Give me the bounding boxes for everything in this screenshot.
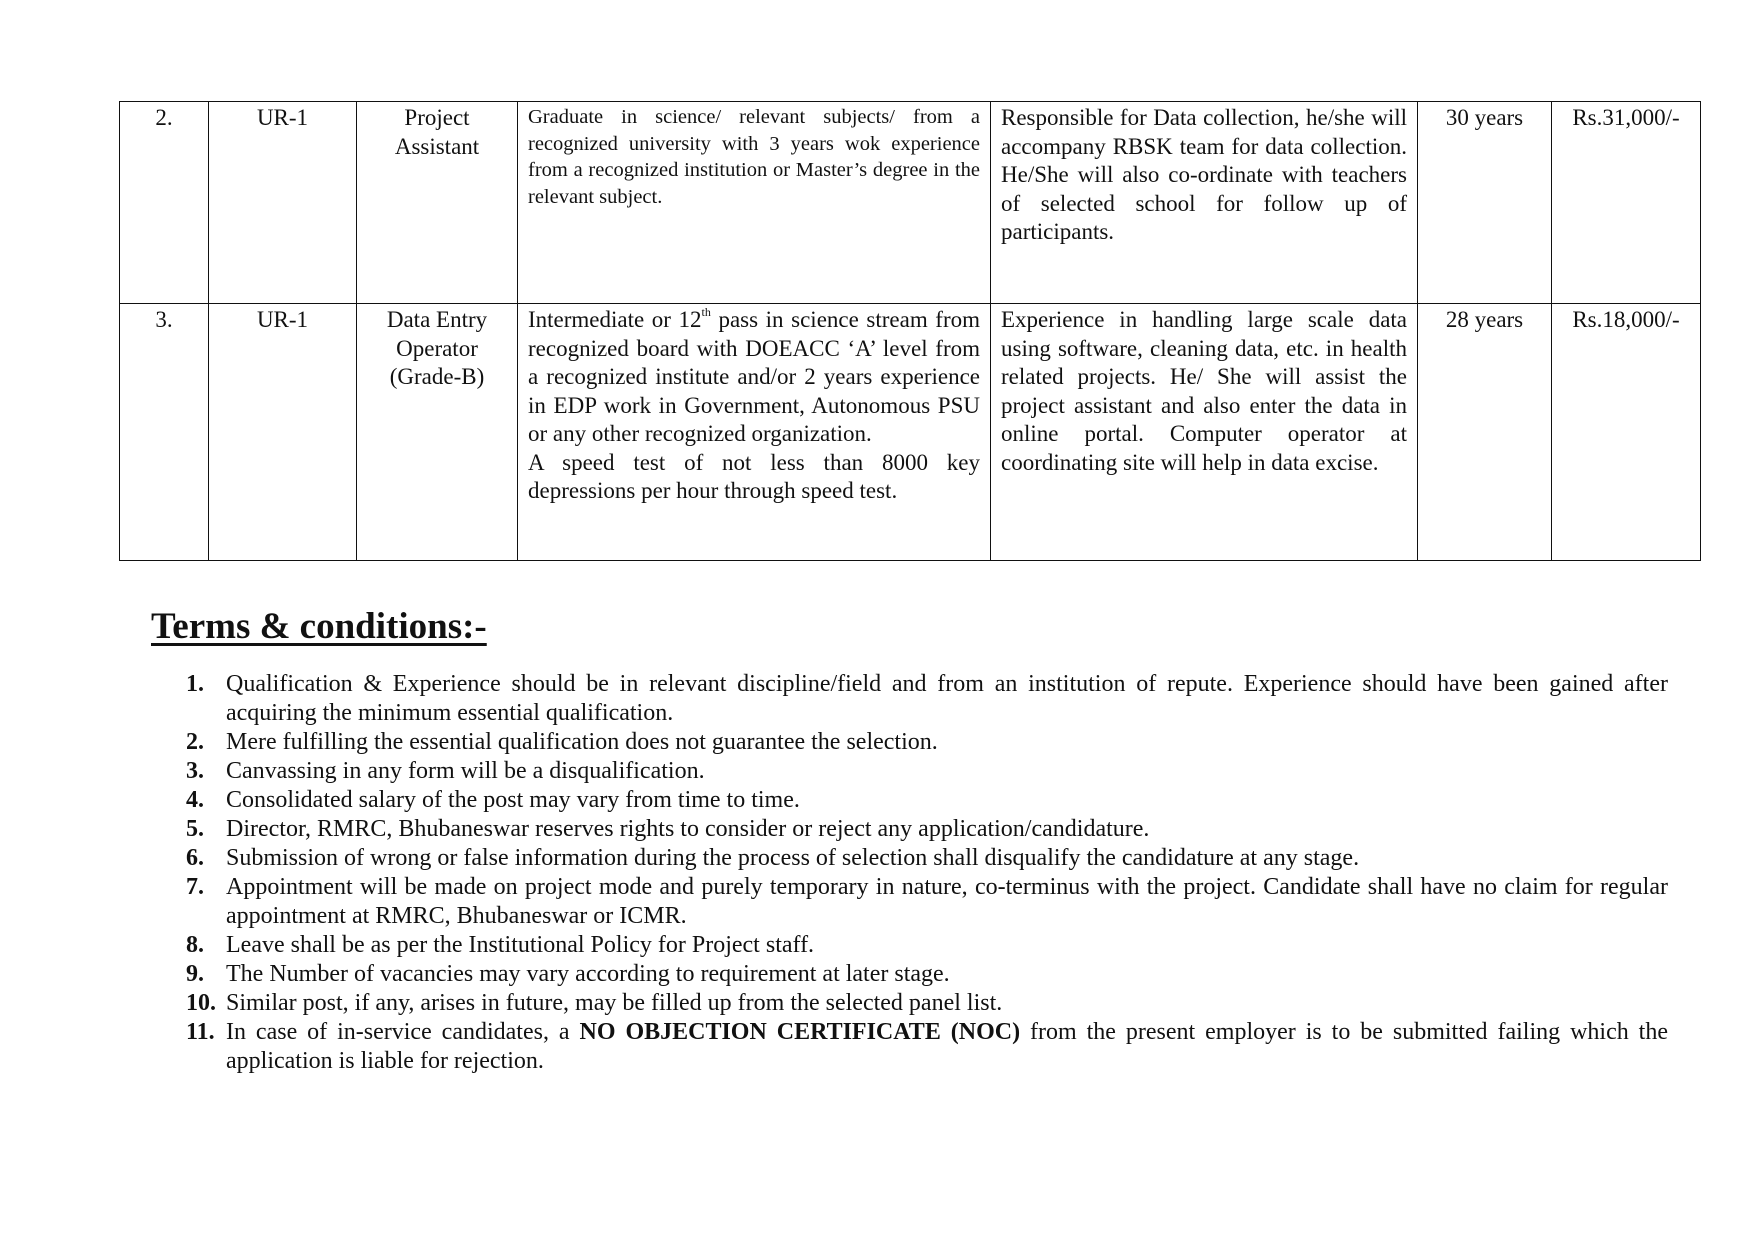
sl-no-cell: 3. <box>120 304 209 561</box>
term-item <box>186 1018 1668 1076</box>
vacancy-table <box>119 101 1701 561</box>
post-line: Data Entry <box>386 307 488 332</box>
qualification-rest: pass in science stream from recognized board with DOEACC ‘A’ level from a recognized institute and/or 2 years experience in EDP work in Government, Autonomous PSU or any other recognized organization. <box>528 307 980 446</box>
term-number: 1. <box>186 671 204 697</box>
post-line: (Grade-B) <box>389 364 485 389</box>
term-number: 6. <box>186 845 204 871</box>
term-item <box>186 757 1668 786</box>
term-item <box>186 728 1668 757</box>
post-line: Operator <box>396 335 478 361</box>
term-number: 7. <box>186 874 204 900</box>
term-number: 10. <box>186 990 216 1016</box>
term-item <box>186 844 1668 873</box>
term-item <box>186 931 1668 960</box>
term-item <box>186 989 1668 1018</box>
salary-cell: Rs.31,000/- <box>1552 102 1701 304</box>
speed-test-note: A speed test of not less than 8000 key depressions per hour through speed test. <box>528 449 980 503</box>
term-number: 3. <box>186 758 204 784</box>
category-cell: UR-1 <box>209 102 357 304</box>
term-text-before: In case of in-service candidates, a <box>226 1019 580 1045</box>
term-text: Qualification & Experience should be in relevant discipline/field and from an institution of repute. Experience should have been gained after acquiring the minimum essential qualification. <box>226 671 1668 726</box>
age-limit-cell: 30 years <box>1418 102 1552 304</box>
noc-emphasis: NO OBJECTION CERTIFICATE (NOC) <box>579 1019 1021 1045</box>
term-item <box>186 670 1668 728</box>
qualification-cell: Graduate in science/ relevant subjects/ from a recognized university with 3 years wok experience from a recognized institution or Master’s degree in the relevant subject. <box>518 102 991 304</box>
term-text: Leave shall be as per the Institutional Policy for Project staff. <box>226 932 815 958</box>
ordinal-suffix: th <box>701 305 711 320</box>
post-line: Project <box>404 105 470 130</box>
term-number: 4. <box>186 787 204 813</box>
terms-heading: Terms & conditions:- <box>151 606 487 647</box>
term-text: Mere fulfilling the essential qualification does not guarantee the selection. <box>226 729 938 755</box>
qualification-cell <box>518 304 991 561</box>
term-number: 11. <box>186 1019 215 1045</box>
qualification-text <box>528 306 980 449</box>
table-row <box>120 304 1701 561</box>
term-number: 8. <box>186 932 204 958</box>
term-item <box>186 786 1668 815</box>
category-cell: UR-1 <box>209 304 357 561</box>
term-text: Submission of wrong or false information during the process of selection shall disqualify the candidature at any stage. <box>226 845 1360 871</box>
term-number: 9. <box>186 961 204 987</box>
term-item <box>186 815 1668 844</box>
table-row <box>120 102 1701 304</box>
terms-list <box>186 670 1668 1076</box>
term-text: Appointment will be made on project mode and purely temporary in nature, co-terminus with the project. Candidate shall have no claim for regular appointment at RMRC, Bhubaneswar or ICMR. <box>226 874 1668 929</box>
job-description-cell: Experience in handling large scale data using software, cleaning data, etc. in health related projects. He/ She will assist the project assistant and also enter the data in online portal. Computer operator at coordinating site will help in data excise. <box>991 304 1418 561</box>
sl-no-cell: 2. <box>120 102 209 304</box>
term-text-after: from the present employer is to be submitted failing which the application is liable for rejection. <box>226 1019 1668 1074</box>
age-limit-cell: 28 years <box>1418 304 1552 561</box>
term-text: Similar post, if any, arises in future, may be filled up from the selected panel list. <box>226 990 1003 1016</box>
post-cell <box>357 102 518 304</box>
post-cell <box>357 304 518 561</box>
term-text: Canvassing in any form will be a disqualification. <box>226 758 705 784</box>
term-item <box>186 873 1668 931</box>
term-text: Director, RMRC, Bhubaneswar reserves rights to consider or reject any application/candidature. <box>226 816 1150 842</box>
term-item <box>186 960 1668 989</box>
salary-cell: Rs.18,000/- <box>1552 304 1701 561</box>
job-description-cell: Responsible for Data collection, he/she will accompany RBSK team for data collection. He/She will also co-ordinate with teachers of selected school for follow up of participants. <box>991 102 1418 304</box>
term-text: The Number of vacancies may vary according to requirement at later stage. <box>226 961 950 987</box>
qualification-prefix: Intermediate or 12 <box>528 307 702 332</box>
term-number: 2. <box>186 729 204 755</box>
term-number: 5. <box>186 816 204 842</box>
term-text: Consolidated salary of the post may vary from time to time. <box>226 787 800 813</box>
post-line: Assistant <box>394 133 480 159</box>
